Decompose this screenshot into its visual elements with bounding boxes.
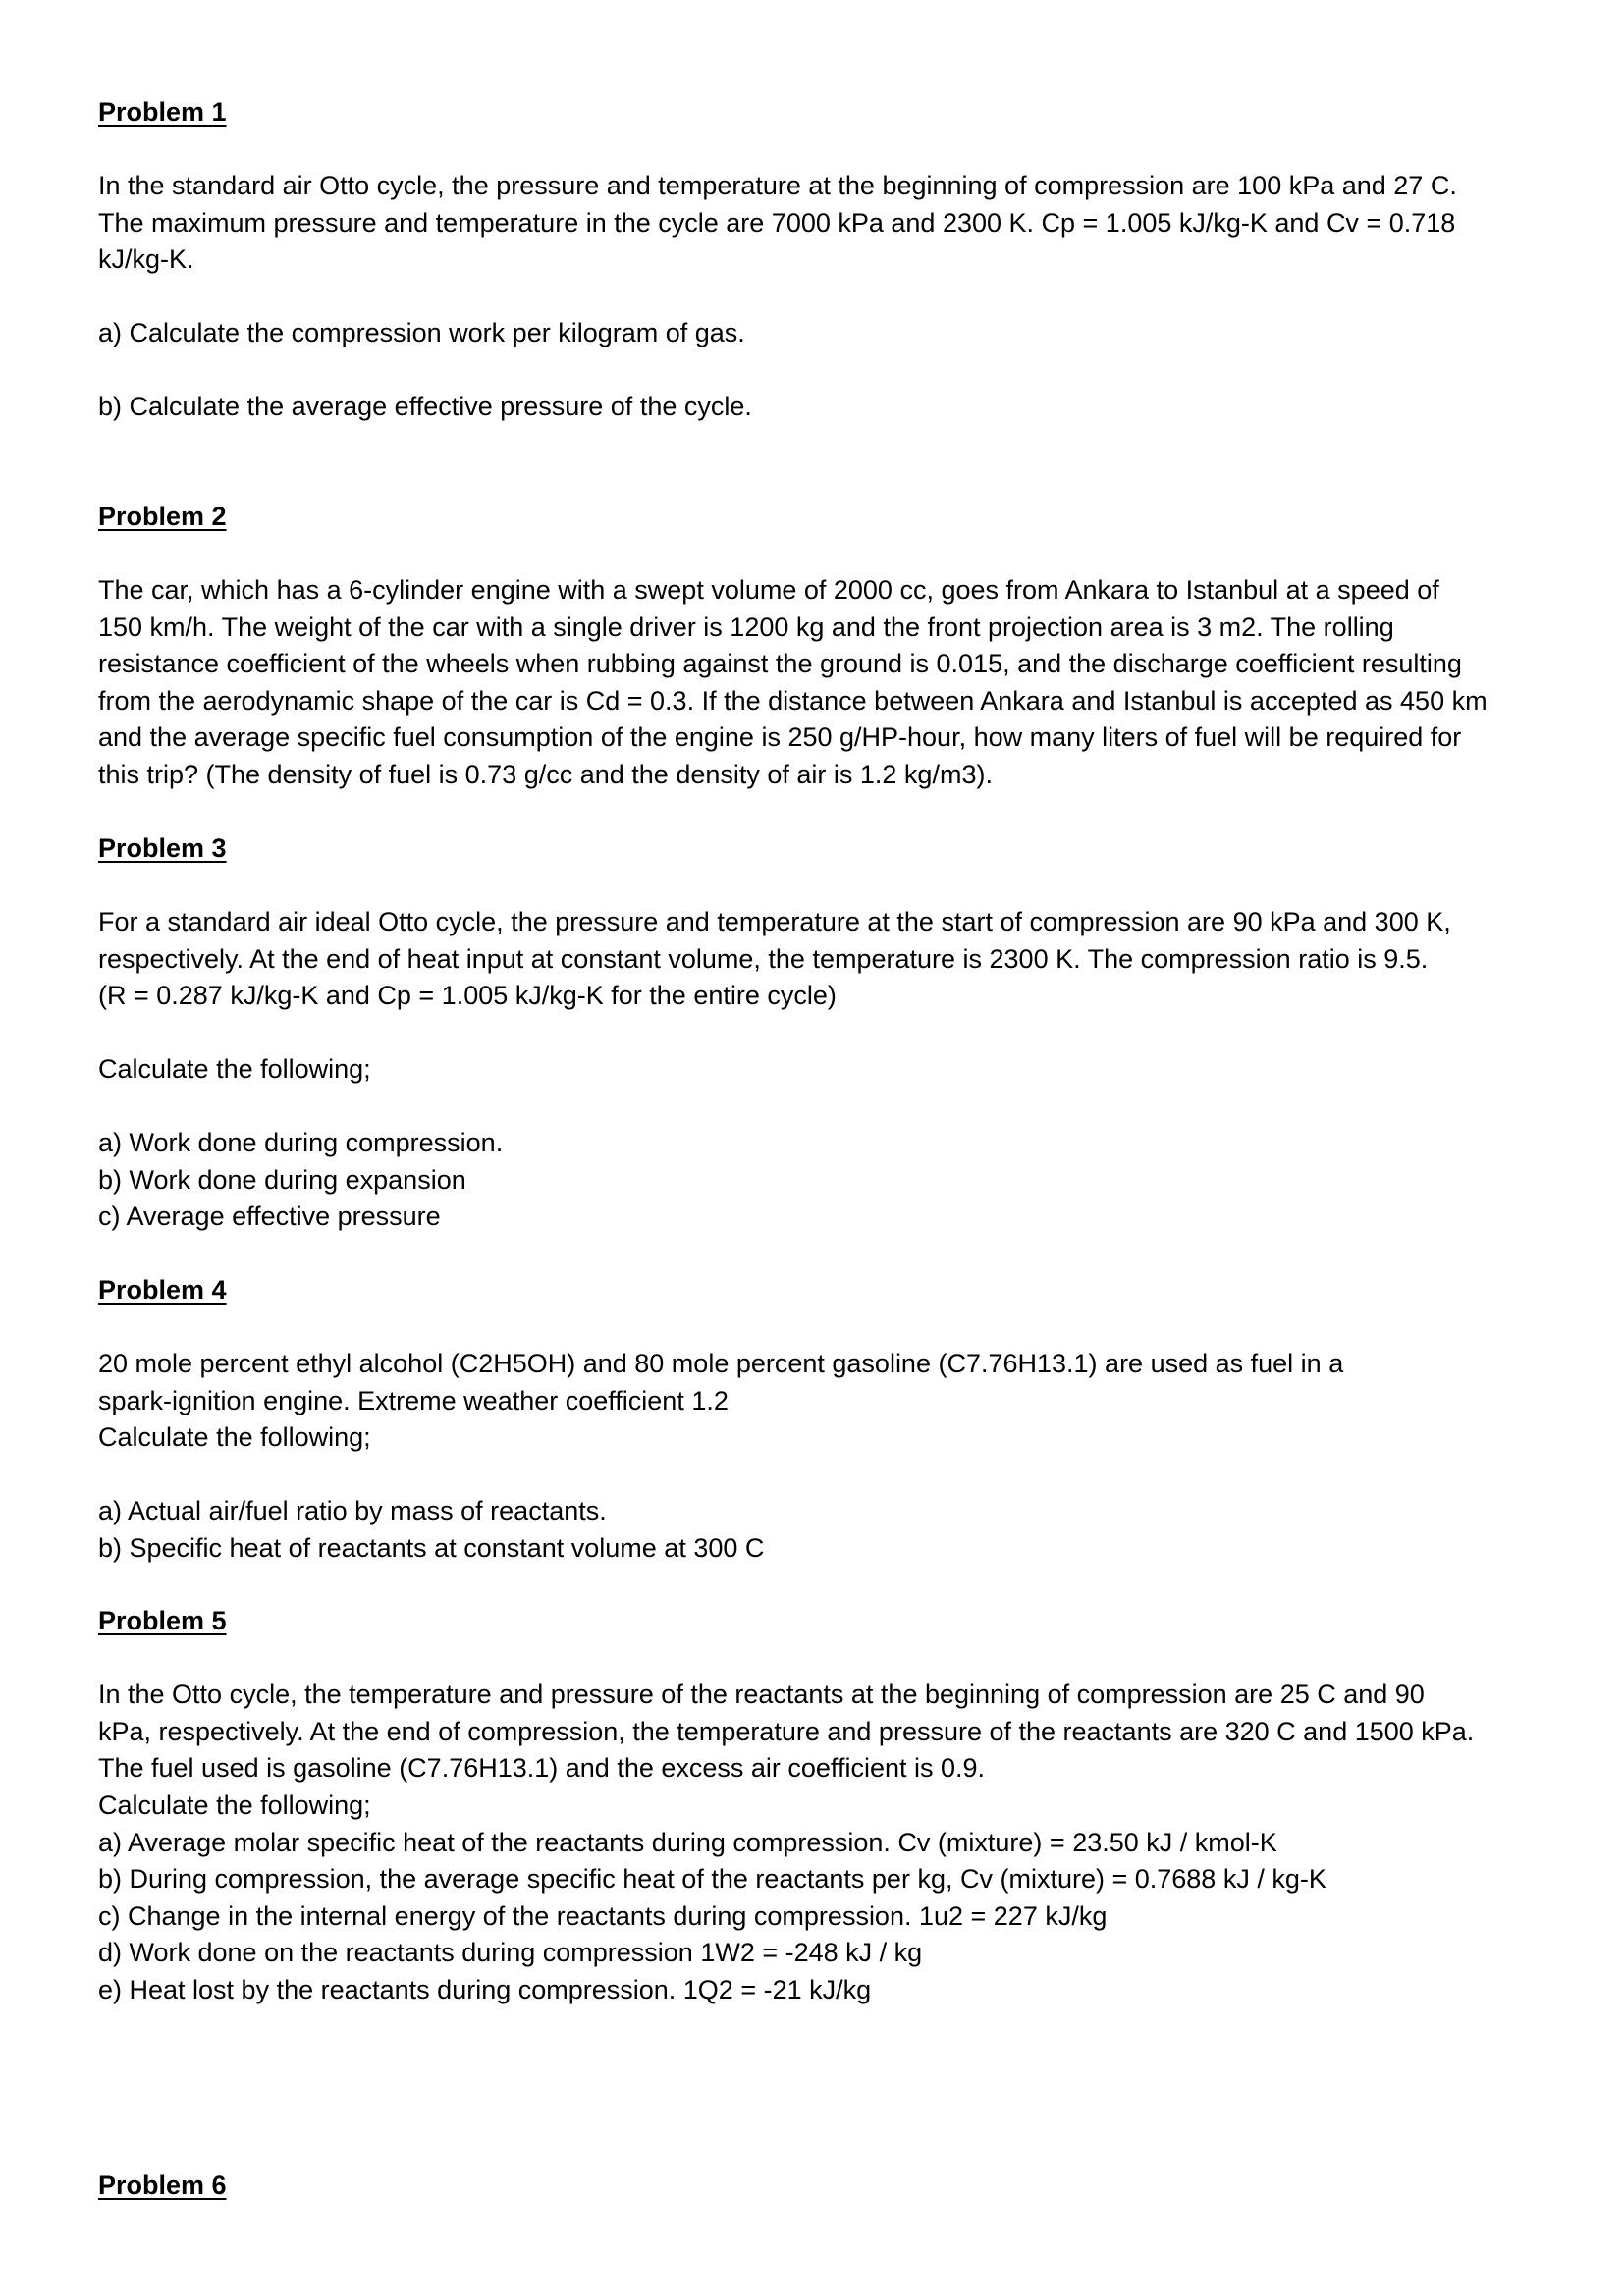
list-item: b) Specific heat of reactants at constant volume at 300 C (98, 1532, 765, 1563)
text-line: For a standard air ideal Otto cycle, the pressure and temperature at the start of compression are 90 kPa and 300 K, (98, 907, 1451, 936)
list-item: b) During compression, the average specific heat of the reactants per kg, Cv (mixture) = 0.7688 kJ / kg-K (98, 1864, 1326, 1894)
list-item: a) Actual air/fuel ratio by mass of reactants. (98, 1496, 607, 1525)
problem-3-statement (98, 904, 1542, 1015)
text-line: In the Otto cycle, the temperature and pressure of the reactants at the beginning of compression are 25 C and 90 (98, 1680, 1425, 1709)
text-line: The car, which has a 6-cylinder engine with a swept volume of 2000 cc, goes from Ankara to Istanbul at a speed of (98, 575, 1439, 605)
problem-3-heading: Problem 3 (98, 833, 227, 863)
list-item: e) Heat lost by the reactants during compression. 1Q2 = -21 kJ/kg (98, 1974, 872, 2004)
list-item: c) Change in the internal energy of the reactants during compression. 1u2 = 227 kJ/kg (98, 1900, 1108, 1931)
problem-5-statement (98, 1677, 1542, 1788)
problem-2-heading: Problem 2 (98, 502, 227, 531)
text-line: and the average specific fuel consumption of the engine is 250 g/HP-hour, how many liters of fuel will be required for (98, 722, 1462, 752)
list-item: a) Average molar specific heat of the reactants during compression. Cv (mixture) = 23.50 kJ / kmol-K (98, 1827, 1277, 1857)
text-line: respectively. At the end of heat input at constant volume, the temperature is 2300 K. The compression ratio is 9.5. (98, 943, 1429, 974)
list-item: a) Work done during compression. (98, 1128, 504, 1157)
problem-3-parts (98, 1125, 1542, 1236)
problem-1-part-a: a) Calculate the compression work per kilogram of gas. (98, 318, 745, 347)
text-line: The fuel used is gasoline (C7.76H13.1) and the excess air coefficient is 0.9. (98, 1753, 986, 1783)
text-line: 20 mole percent ethyl alcohol (C2H5OH) and 80 mole percent gasoline (C7.76H13.1) are used as fuel in a (98, 1349, 1344, 1378)
text-line: 150 km/h. The weight of the car with a single driver is 1200 kg and the front projection area is 3 m2. The rolling (98, 612, 1394, 642)
text-line: The maximum pressure and temperature in the cycle are 7000 kPa and 2300 K. Cp = 1.005 kJ/kg-K and Cv = 0.718 (98, 207, 1456, 238)
problem-4-parts (98, 1493, 1542, 1567)
problem-1-heading: Problem 1 (98, 97, 227, 127)
problem-2-statement (98, 572, 1542, 793)
text-line: resistance coefficient of the wheels when rubbing against the ground is 0.015, and the discharge coefficient resulting (98, 649, 1462, 678)
problem-1-statement (98, 168, 1542, 279)
problem-3-prompt: Calculate the following; (98, 1054, 371, 1084)
text-line: In the standard air Otto cycle, the pressure and temperature at the beginning of compression are 100 kPa and 27 C. (98, 171, 1457, 200)
problem-5-heading: Problem 5 (98, 1606, 227, 1635)
problem-5-parts (98, 1788, 1542, 2008)
problem-6-heading: Problem 6 (98, 2170, 227, 2200)
problem-4-heading: Problem 4 (98, 1275, 227, 1305)
list-item: b) Work done during expansion (98, 1164, 466, 1195)
list-item: d) Work done on the reactants during compression 1W2 = -248 kJ / kg (98, 1938, 923, 1967)
text-line: this trip? (The density of fuel is 0.73 g/cc and the density of air is 1.2 kg/m3). (98, 759, 993, 789)
text-line: (R = 0.287 kJ/kg-K and Cp = 1.005 kJ/kg-K for the entire cycle) (98, 981, 837, 1010)
list-item: c) Average effective pressure (98, 1201, 441, 1231)
text-line: spark-ignition engine. Extreme weather coefficient 1.2 (98, 1385, 729, 1415)
problem-4-prompt: Calculate the following; (98, 1422, 371, 1452)
text-line: kPa, respectively. At the end of compression, the temperature and pressure of the reactants are 320 C and 1500 kPa. (98, 1716, 1475, 1746)
text-line: kJ/kg-K. (98, 244, 194, 274)
problem-5-prompt: Calculate the following; (98, 1790, 371, 1820)
text-line: from the aerodynamic shape of the car is Cd = 0.3. If the distance between Ankara and Istanbul is accepted as 450 km (98, 685, 1488, 716)
problem-4-statement (98, 1346, 1542, 1419)
problem-1-part-b: b) Calculate the average effective pressure of the cycle. (98, 392, 752, 421)
